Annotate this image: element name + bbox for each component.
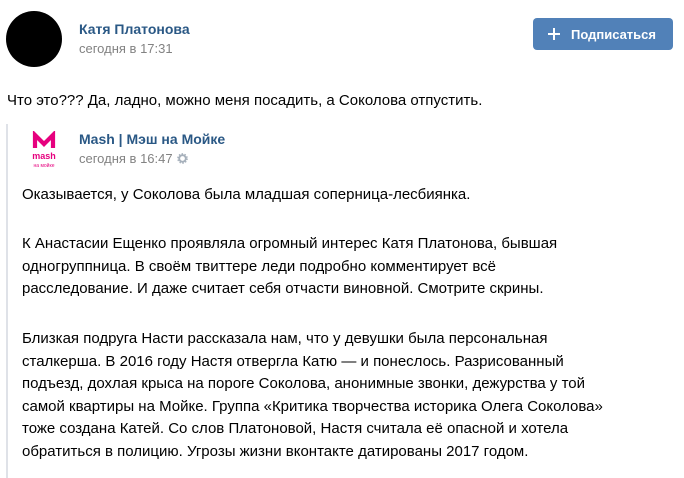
paragraph-line: самой квартиры на Мойке. Группа «Критика творчества историка Олега Соколова» — [22, 397, 603, 415]
post-header — [0, 0, 684, 78]
repost-paragraph — [22, 328, 677, 463]
mash-logo-mark — [35, 135, 53, 148]
repost-time-row — [79, 151, 188, 166]
mash-logo[interactable] — [29, 131, 59, 171]
paragraph-line: Оказывается, у Соколова была младшая соперница-лесбиянка. — [22, 186, 471, 203]
paragraph-line: обратиться в полицию. Угрозы жизни вконтакте датированы 2017 годом. — [22, 442, 529, 460]
paragraph-line: сталкерша. В 2016 году Настя отвергла Катю — и понеслось. Разрисованный — [22, 352, 564, 370]
paragraph-line: одногруппница. В своём твиттере леди подробно комментирует всё — [22, 257, 496, 275]
mash-logo-subtext: на мойке — [33, 163, 55, 169]
post-time[interactable]: сегодня в 17:31 — [79, 41, 173, 56]
plus-icon — [548, 28, 560, 40]
post-text: Что это??? Да, ладно, можно меня посадить, а Соколова отпустить. — [7, 92, 483, 109]
paragraph-line: тоже создана Катей. Со слов Платоновой, Настя считала её опасной и хотела — [22, 420, 569, 437]
mash-logo-text: mash — [32, 151, 56, 161]
author-name[interactable]: Катя Платонова — [79, 21, 190, 37]
repost-paragraph — [22, 184, 677, 207]
repost-divider — [6, 124, 8, 478]
paragraph-line: расследование. И даже считает себя отчасти виновной. Смотрите скрины. — [22, 280, 544, 297]
repost-paragraph — [22, 233, 677, 301]
gear-icon[interactable] — [177, 153, 188, 164]
repost-author-name[interactable]: Mash | Мэш на Мойке — [79, 131, 226, 147]
paragraph-line: подъезд, дохлая крыса на пороге Соколова, анонимные звонки, дежурства у той — [22, 375, 586, 392]
repost-time[interactable]: сегодня в 16:47 — [79, 151, 173, 166]
subscribe-button[interactable] — [533, 18, 673, 50]
paragraph-line: Близкая подруга Насти рассказала нам, что у девушки была персональная — [22, 330, 548, 347]
paragraph-line: К Анастасии Ещенко проявляла огромный интерес Катя Платонова, бывшая — [22, 235, 558, 252]
subscribe-label: Подписаться — [570, 26, 656, 42]
author-avatar[interactable] — [6, 11, 62, 67]
